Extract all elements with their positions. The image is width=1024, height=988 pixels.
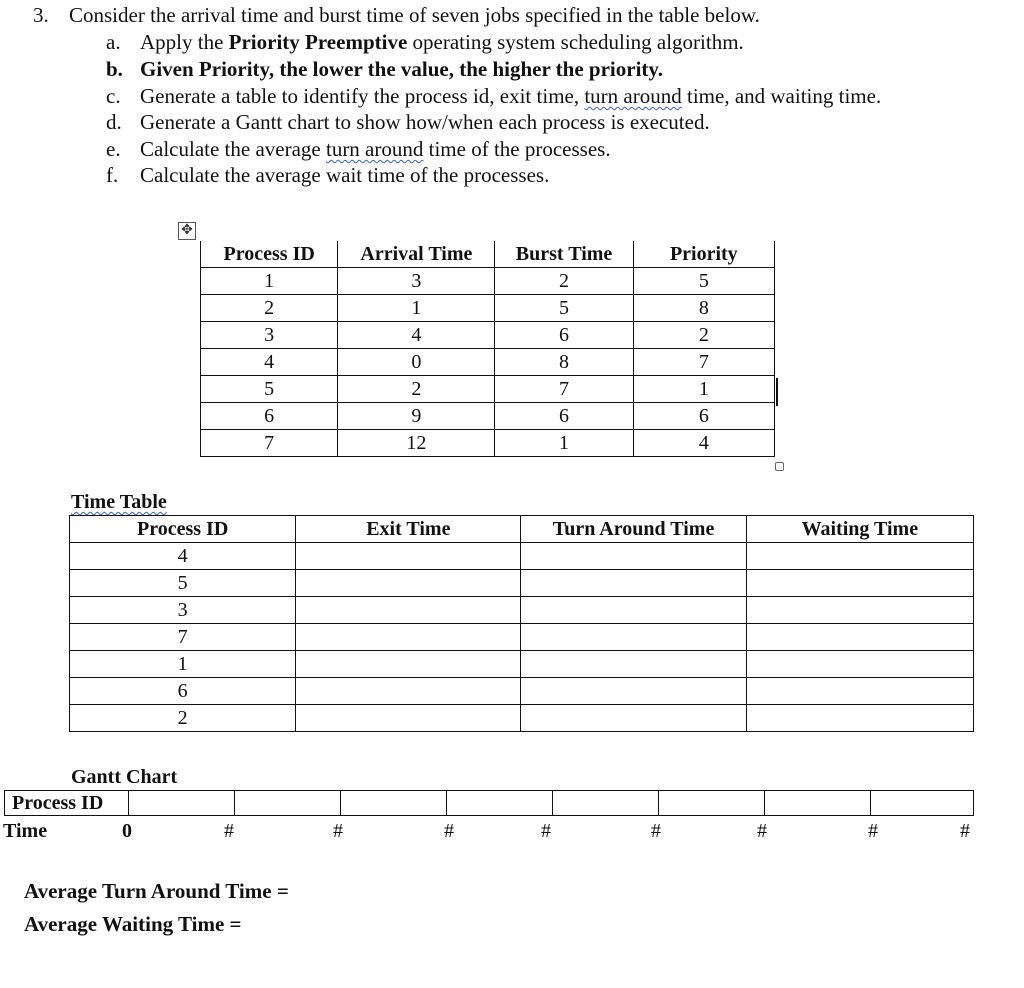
exit-time-cell[interactable] (296, 543, 521, 570)
time-table-title-text: Time Table (71, 491, 167, 513)
average-waiting: Average Waiting Time = (24, 912, 242, 936)
column-header: Turn Around Time (521, 516, 746, 543)
item-text: Generate a Gantt chart to show how/when each process is executed. (140, 110, 710, 134)
gantt-row-label: Process ID (4, 790, 129, 816)
jobs-table-header-row (201, 241, 775, 268)
item-label: a. (106, 30, 121, 54)
table-row (70, 678, 974, 705)
item-f (106, 163, 549, 188)
process-id-cell[interactable]: 7 (70, 624, 296, 651)
table-row (201, 403, 775, 430)
process-id-cell[interactable]: 5 (70, 570, 296, 597)
table-cell[interactable]: 2 (495, 268, 633, 295)
resize-handle-icon[interactable] (775, 462, 784, 471)
gantt-chart (4, 790, 974, 816)
item-label: b. (106, 57, 123, 81)
table-cell[interactable]: 5 (633, 268, 774, 295)
item-text: Apply the (140, 30, 229, 54)
gantt-time-mark: # (960, 820, 970, 842)
turnaround-cell[interactable] (521, 678, 746, 705)
item-text: time, and waiting time. (681, 84, 882, 108)
turnaround-cell[interactable] (521, 570, 746, 597)
table-cell[interactable]: 5 (495, 295, 633, 322)
table-row (201, 430, 775, 457)
table-row (201, 268, 775, 295)
exit-time-cell[interactable] (296, 624, 521, 651)
table-cell[interactable]: 2 (338, 376, 495, 403)
turnaround-cell[interactable] (521, 651, 746, 678)
gantt-slot[interactable] (870, 790, 974, 816)
process-id-cell[interactable]: 4 (70, 543, 296, 570)
table-row (70, 543, 974, 570)
gantt-slot[interactable] (128, 790, 235, 816)
item-text: operating system scheduling algorithm. (407, 30, 744, 54)
gantt-time-mark: # (651, 820, 661, 842)
turnaround-cell[interactable] (521, 624, 746, 651)
item-bold-text: Given Priority, the lower the value, the higher the priority. (140, 57, 663, 81)
average-turnaround: Average Turn Around Time = (24, 879, 289, 903)
column-header: Process ID (201, 241, 338, 268)
item-c (106, 84, 881, 109)
table-cell[interactable]: 1 (338, 295, 495, 322)
exit-time-cell[interactable] (296, 651, 521, 678)
process-id-cell[interactable]: 6 (70, 678, 296, 705)
item-text: time of the processes. (423, 137, 611, 161)
gantt-time-mark: # (224, 820, 234, 842)
exit-time-cell[interactable] (296, 570, 521, 597)
table-cell[interactable]: 6 (495, 322, 633, 349)
gantt-slot[interactable] (340, 790, 447, 816)
question-intro: Consider the arrival time and burst time of seven jobs specified in the table below. (69, 3, 760, 27)
table-row (201, 376, 775, 403)
turnaround-cell[interactable] (521, 597, 746, 624)
table-cell[interactable]: 1 (201, 268, 338, 295)
column-header: Arrival Time (338, 241, 495, 268)
gantt-time-mark: # (868, 820, 878, 842)
item-a (106, 30, 744, 55)
move-handle-icon[interactable]: ✥ (178, 222, 196, 240)
item-text: Generate a table to identify the process id, exit time, (140, 84, 585, 108)
gantt-time-label: Time (3, 820, 48, 842)
gantt-slot[interactable] (552, 790, 659, 816)
gantt-time-mark: # (757, 820, 767, 842)
process-id-cell[interactable]: 2 (70, 705, 296, 732)
exit-time-cell[interactable] (296, 597, 521, 624)
gantt-title: Gantt Chart (71, 766, 178, 788)
column-header: Process ID (70, 516, 296, 543)
column-header: Exit Time (296, 516, 521, 543)
time-table-title (71, 491, 167, 514)
turnaround-cell[interactable] (521, 705, 746, 732)
waiting-cell[interactable] (746, 678, 973, 705)
spellcheck-flagged-text[interactable]: turn around (584, 84, 682, 108)
item-label: e. (106, 137, 121, 161)
waiting-cell[interactable] (746, 570, 973, 597)
process-id-cell[interactable]: 1 (70, 651, 296, 678)
item-label: c. (106, 84, 121, 108)
table-cell[interactable]: 6 (633, 403, 774, 430)
table-cell[interactable]: 4 (338, 322, 495, 349)
table-row (70, 651, 974, 678)
gantt-slot[interactable] (658, 790, 765, 816)
question-number: 3. (33, 3, 49, 27)
gantt-slot[interactable] (764, 790, 871, 816)
table-cell[interactable]: 0 (338, 349, 495, 376)
table-cell[interactable]: 4 (633, 430, 774, 457)
table-cell[interactable]: 4 (201, 349, 338, 376)
table-cell[interactable]: 1 (495, 430, 633, 457)
table-row (201, 322, 775, 349)
table-row (201, 349, 775, 376)
waiting-cell[interactable] (746, 624, 973, 651)
table-cell[interactable]: 5 (201, 376, 338, 403)
process-id-cell[interactable]: 3 (70, 597, 296, 624)
jobs-table (200, 241, 775, 457)
table-cell[interactable]: 3 (201, 322, 338, 349)
waiting-cell[interactable] (746, 705, 973, 732)
text-cursor (776, 378, 778, 406)
column-header: Burst Time (495, 241, 633, 268)
table-cell[interactable]: 7 (201, 430, 338, 457)
time-table-header-row (70, 516, 974, 543)
item-label: d. (106, 110, 122, 134)
table-row (70, 570, 974, 597)
gantt-time-mark: # (444, 820, 454, 842)
gantt-time-start: 0 (122, 820, 132, 842)
table-cell[interactable]: 12 (338, 430, 495, 457)
table-row (70, 597, 974, 624)
column-header: Priority (633, 241, 774, 268)
waiting-cell[interactable] (746, 597, 973, 624)
gantt-time-mark: # (333, 820, 343, 842)
item-label: f. (106, 163, 119, 187)
turnaround-cell[interactable] (521, 543, 746, 570)
item-d (106, 110, 710, 135)
table-cell[interactable]: 9 (338, 403, 495, 430)
gantt-slot[interactable] (446, 790, 553, 816)
time-table (69, 515, 974, 732)
gantt-slot[interactable] (234, 790, 341, 816)
gantt-time-mark: # (541, 820, 551, 842)
exit-time-cell[interactable] (296, 678, 521, 705)
item-b (106, 57, 663, 82)
waiting-cell[interactable] (746, 651, 973, 678)
table-row (201, 295, 775, 322)
item-bold-text: Priority Preemptive (228, 30, 408, 54)
item-text: Calculate the average (140, 137, 326, 161)
table-row (70, 705, 974, 732)
table-cell[interactable]: 7 (495, 376, 633, 403)
table-cell[interactable]: 1 (633, 376, 774, 403)
exit-time-cell[interactable] (296, 705, 521, 732)
table-cell[interactable]: 8 (633, 295, 774, 322)
column-header: Waiting Time (746, 516, 973, 543)
table-cell[interactable]: 3 (338, 268, 495, 295)
table-cell[interactable]: 2 (201, 295, 338, 322)
table-cell[interactable]: 6 (201, 403, 338, 430)
table-cell[interactable]: 7 (633, 349, 774, 376)
table-cell[interactable]: 2 (633, 322, 774, 349)
item-e (106, 137, 611, 162)
table-row (70, 624, 974, 651)
waiting-cell[interactable] (746, 543, 973, 570)
question-header (33, 3, 760, 28)
table-cell[interactable]: 8 (495, 349, 633, 376)
table-cell[interactable]: 6 (495, 403, 633, 430)
spellcheck-flagged-text[interactable]: turn around (325, 137, 424, 161)
item-text: Calculate the average wait time of the processes. (140, 163, 550, 187)
